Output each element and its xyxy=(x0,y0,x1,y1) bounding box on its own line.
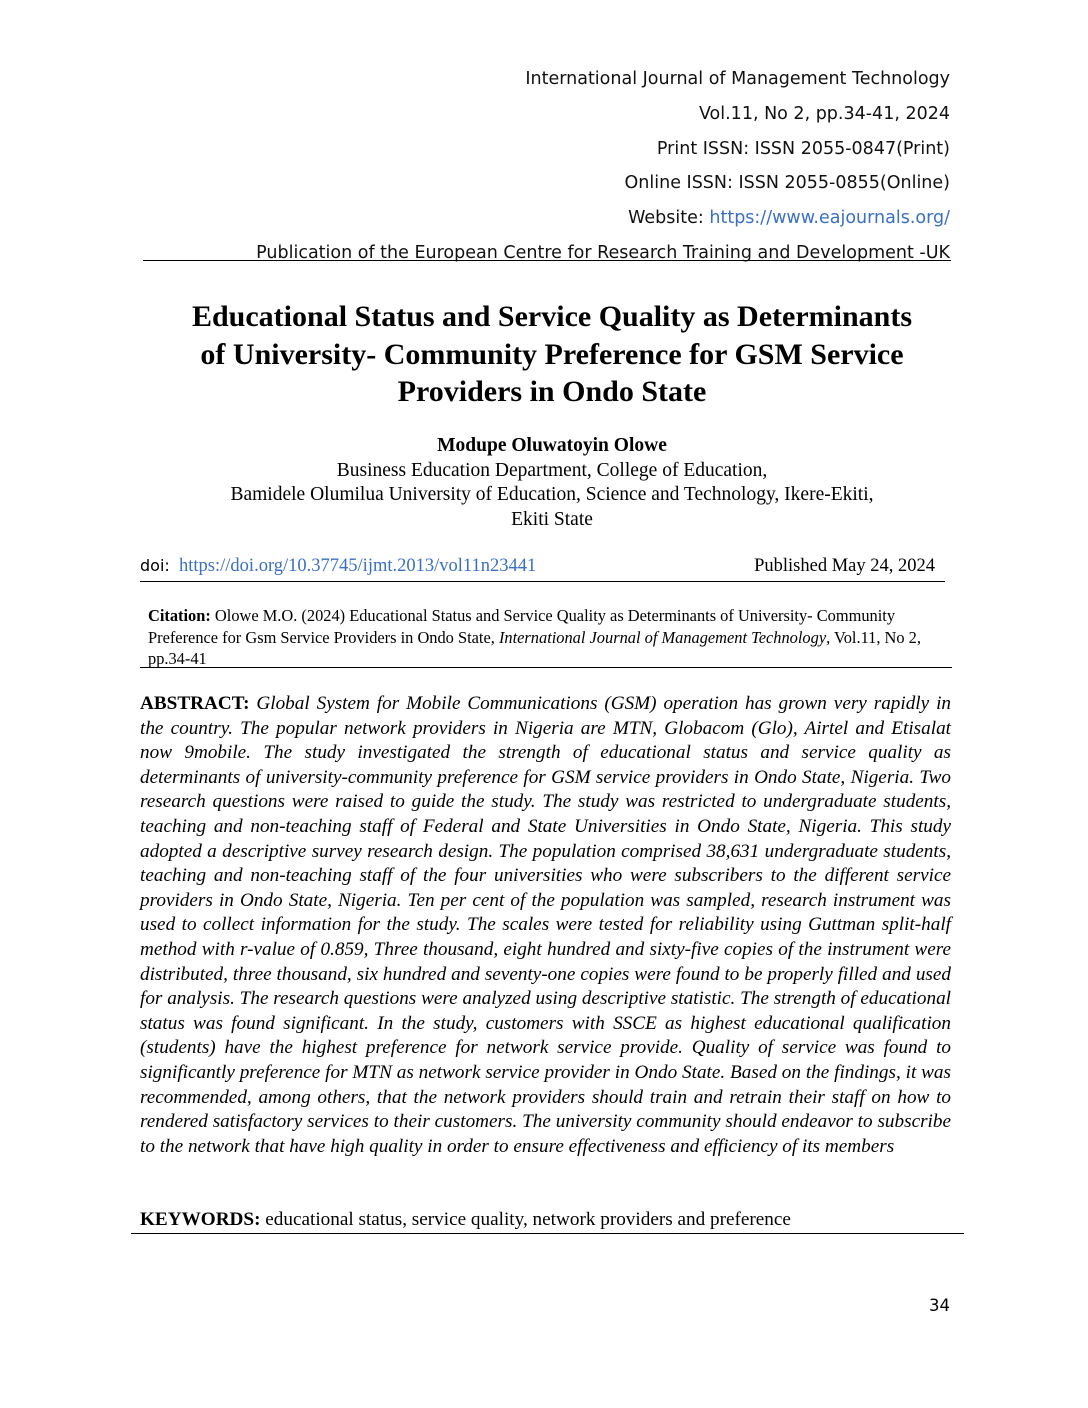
published-date: Published May 24, 2024 xyxy=(754,556,935,576)
citation-tail: , Vol.11, No 2, pp.34-41 xyxy=(148,627,921,668)
keywords-text: educational status, service quality, network providers and preference xyxy=(260,1209,791,1230)
paper-title xyxy=(140,298,964,411)
keywords xyxy=(140,1208,964,1233)
journal-volume: Vol.11, No 2, pp.34-41, 2024 xyxy=(698,103,950,124)
page-number: 34 xyxy=(929,1296,950,1315)
journal-header xyxy=(256,62,950,271)
citation xyxy=(148,605,952,670)
abstract xyxy=(140,692,951,1159)
abstract-text: Global System for Mobile Communications (GSM) operation has grown very rapidly in the country. The popular network providers in Nigeria are MTN, Globacom (Glo), Airtel and Etisalat now 9mobile. The study investigated the strength of educational status and service quality as determinants of university-community preference for GSM service providers in Ondo State, Nigeria. Two research questions were raised to guide the study. The study was restricted to undergraduate students, teaching and non-teaching staff of Federal and State Universities in Ondo State, Nigeria. This study adopted a descriptive survey research design. The population comprised 38,631 undergraduate students, teaching and non-teaching staff of the four universities who were subscribers to the different service providers in Ondo State, Nigeria. Ten per cent of the population was sampled, research instrument was used to collect information for the study. The scales were tested for reliability using Guttman split-half method with r-value of 0.859, Three thousand, eight hundred and sixty-five copies of the instrument were distributed, three thousand, six hundred and seventy-one copies were found to be properly filled and used for analysis. The research questions were analyzed using descriptive statistic. The strength of educational status was found significant. In the study, customers with SSCE as highest educational qualification (students) have the highest preference for network service provide. Quality of service was found to significantly preference for MTN as network service provider in Ondo State. Based on the findings, it was recommended, among others, that the network providers should train and retrain their staff on how to rendered satisfactory services to their customers. The university community should endeavor to subscribe to the network that have high quality in order to ensure effectiveness and efficiency of its members xyxy=(140,693,951,1157)
citation-label: Citation: xyxy=(148,606,211,625)
doi-divider xyxy=(140,581,945,582)
online-issn: Online ISSN: ISSN 2055-0855(Online) xyxy=(624,173,950,194)
header-divider xyxy=(143,260,951,261)
affiliation-line-2: Bamidele Olumilua University of Education, Science and Technology, Ikere-Ekiti, xyxy=(230,484,874,506)
website-line xyxy=(256,201,950,236)
abstract-label: ABSTRACT: xyxy=(140,693,250,714)
print-issn: Print ISSN: ISSN 2055-0847(Print) xyxy=(656,138,950,159)
doi-line xyxy=(140,556,943,577)
citation-text: Olowe M.O. (2024) Educational Status and Service Quality as Determinants of University- Community Preference for Gsm Service Providers in Ondo State, xyxy=(148,606,896,647)
doi-link[interactable]: https://doi.org/10.37745/ijmt.2013/vol11n23441 xyxy=(179,556,537,576)
affiliation-line-3: Ekiti State xyxy=(511,509,593,531)
title-line-1: Educational Status and Service Quality as Determinants xyxy=(191,300,913,333)
author-block xyxy=(140,434,964,533)
citation-journal: International Journal of Management Technology xyxy=(498,627,827,647)
title-line-3: Providers in Ondo State xyxy=(397,375,707,408)
keywords-label: KEYWORDS: xyxy=(140,1209,261,1230)
affiliation-line-1: Business Education Department, College of Education, xyxy=(336,459,768,481)
website-label: Website: xyxy=(628,208,710,229)
author-name: Modupe Oluwatoyin Olowe xyxy=(437,435,667,456)
citation-divider xyxy=(140,667,952,668)
journal-name: International Journal of Management Technology xyxy=(525,69,950,89)
website-link[interactable]: https://www.eajournals.org/ xyxy=(709,208,950,229)
doi-label: doi: xyxy=(140,556,170,575)
keywords-divider xyxy=(131,1233,964,1234)
publisher-line: Publication of the European Centre for Research Training and Development -UK xyxy=(256,242,950,263)
title-line-2: of University- Community Preference for GSM Service xyxy=(200,337,904,371)
